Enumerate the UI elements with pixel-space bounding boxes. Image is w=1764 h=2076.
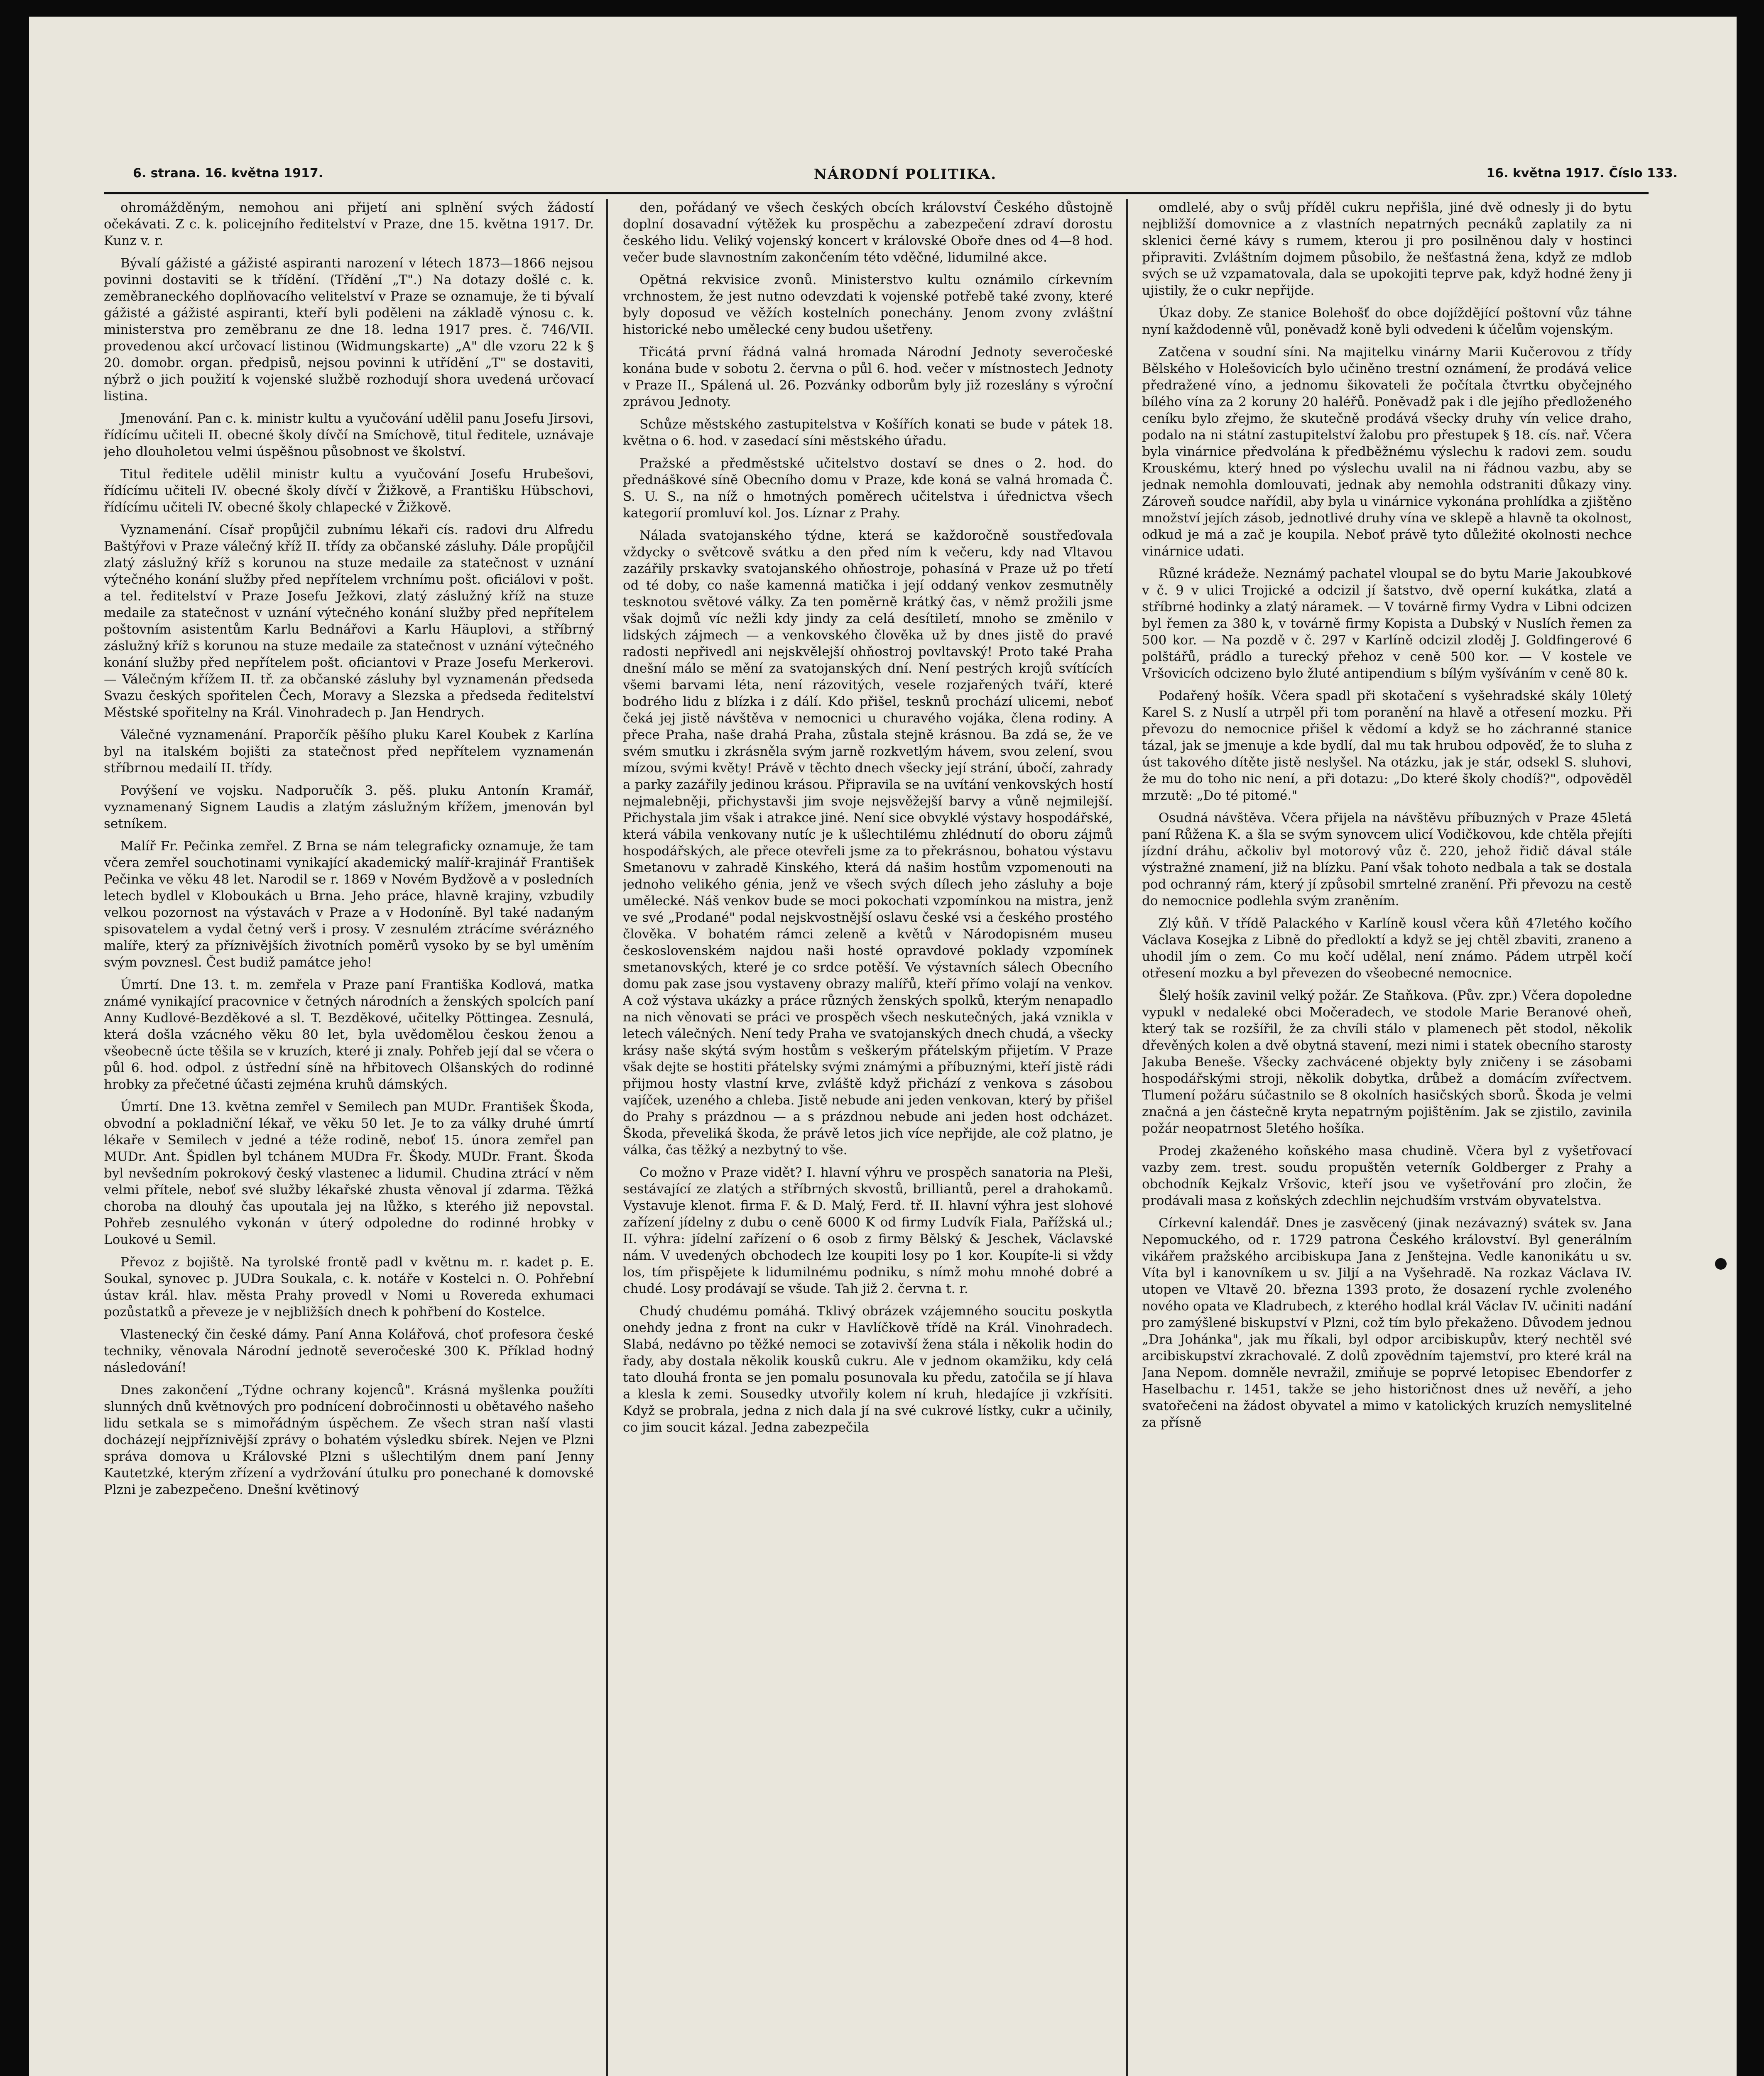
article-paragraph: Zatčena v soudní síni. Na majitelku vinárny Marii Kučerovou z třídy Bělského v Holešovicích bylo učiněno trestní oznámení, že prodává velice předražené víno, a jednomu šikovateli že počítala čtvrtku obyčejného bílého vína za 2 koruny 20 haléřů. Poněvadž pak i dle jejího předloženého ceníku bylo zřejmo, že skutečně prodává všecky druhy vín velice draho, podalo na ni státní zastupitelství žalobu pro přestupek § 18. cís. nař. Včera byla vinárnice předvolána k předběžnému výslechu k radovi zem. soudu Krouskému, který hned po výslechu uvalil na ni řádnou vazbu, aby se jednak nemohla domlouvati, jednak aby nemohla odstraniti důkazy viny. Zároveň soudce nařídil, aby byla u vinárnice vykonána prohlídka a zjištěno množství jejích zásob, jednotlivé druhy vína ve sklepě a hlavně ta okolnost, odkud je má a zač je koupila. Neboť právě tyto důležité okolnosti nechce vinárnice udati. — [1142, 345, 1632, 559]
article-paragraph: Dnes zakončení „Týdne ochrany kojenců". Krásná myšlenka použíti slunných dnů květnových pro podnícení dobročinnosti u obětavého našeho lidu setkala se s mimořádným úspěchem. Ze všech stran naší vlasti docházejí nejpříznivější zprávy o bohatém výsledku sbírek. Nejen ve Plzni správa domova u Královské Plzni s ušlechtilým dnem paní Jenny Kautetzké, kterým zřízení a vydržování útulku pro ponechané k domovské Plzni je zabezpečeno. Dnešní květinový — [104, 1383, 594, 1497]
article-paragraph: omdlelé, aby o svůj příděl cukru nepřišla, jiné dvě odnesly ji do bytu nejbližší domovnice a z vlastních nepatrných pecnáků zaplatily za ni sklenici černé kávy s rumem, kterou ji pro posilněnou daly v hostinci připraviti. Zvláštním dojmem působilo, že nešťastná žena, když ze mdlob svých se už vzpamatovala, dala se upokojiti teprve pak, když hodné ženy ji ujistily, že o cukr nepřijde. — [1142, 200, 1632, 298]
header-rule — [104, 192, 1649, 194]
newspaper-title: NÁRODNÍ POLITIKA. — [813, 166, 997, 183]
article-paragraph: Vyznamenání. Císař propůjčil zubnímu lékaři cís. radovi dru Alfredu Baštýřovi v Praze válečný kříž II. třídy za občanské zásluhy. Dále propůjčil zlatý záslužný kříž s korunou na stuze medaile za statečnost v uznání výtečného konání služby před nepřítelem vrchnímu pošt. oficiálovi v pošt. a tel. ředitelství v Praze Josefu Ježkovi, zlatý záslužný kříž na stuze medaile za statečnost v uznání výtečného konání služby před nepřítelem poštovním asistentům Karlu Bednářovi a Karlu Häuplovi, a stříbrný záslužný kříž s korunou na stuze medaile za statečnost v uznání výtečného konání služby před nepřítelem pošt. oficiantovi v Praze Josefu Merkerovi. — Válečným křížem II. tř. za občanské zásluhy byl vyznamenán předseda Svazu českých spořitelen Čech, Moravy a Slezska a předseda ředitelství Městské spořitelny na Král. Vinohradech p. Jan Hendrych. — [104, 522, 594, 720]
column-2 — [623, 199, 1113, 2076]
article-paragraph: Úmrtí. Dne 13. t. m. zemřela v Praze paní Františka Kodlová, matka známé vynikající pracovnice v četných národních a ženských spolcích paní Anny Kudlové-Bezděkové a sl. T. Bezděkové, učitelky Pöttingea. Zesnulá, která došla vzácného věku 80 let, byla uvědomělou českou ženou a všeobecně úcte těšila se v kruzích, které ji znaly. Pohřeb její dal se včera o půl 6. hod. odpol. z ústřední síně na hřbitovech Olšanských do rodinné hrobky za přečetné účasti zejména kruhů dámských. — [104, 977, 594, 1092]
article-paragraph: Povýšení ve vojsku. Nadporučík 3. pěš. pluku Antonín Kramář, vyznamenaný Signem Laudis a zlatým záslužným křížem, jmenován byl setníkem. — [104, 783, 594, 831]
article-paragraph: Pražské a předměstské učitelstvo dostaví se dnes o 2. hod. do přednáškové síně Obecního domu v Praze, kde koná se valná hromada Č. S. U. S., na níž o hmotných poměrech učitelstva i úřednictva všech kategorií promluví kol. Jos. Líznar z Prahy. — [623, 456, 1113, 521]
article-paragraph: Co možno v Praze vidět? I. hlavní výhru ve prospěch sanatoria na Pleši, sestávající ze zlatých a stříbrných skvostů, brilliantů, perel a drahokamů. Vystavuje klenot. firma F. & D. Malý, Ferd. tř. II. hlavní výhra jest slohové zařízení jídelny z dubu o ceně 6000 K od firmy Ludvík Fiala, Pařížská ul.; II. výhra: jídelní zařízení o 6 osob z firmy Bělský & Jeschek, Václavské nám. V uvedených obchodech lze koupiti losy po 1 kor. Koupíte-li si vždy los, tím přispějete k lidumilnému podniku, s nímž mohu mnohé dobré a chudé. Losy prodávají se všude. Tah již 2. června t. r. — [623, 1165, 1113, 1296]
article-paragraph: ohromážděným, nemohou ani přijetí ani splnění svých žádostí očekávati. Z c. k. policejního ředitelství v Praze, dne 15. května 1917. Dr. Kunz v. r. — [104, 200, 594, 248]
article-paragraph: Prodej zkaženého koňského masa chudině. Včera byl z vyšetřovací vazby zem. trest. soudu propuštěn veterník Goldberger z Prahy a obchodník Kejkalz Vršovic, kteří jsou ve vyšetřování pro zločin, že prodávali masa z koňských zdechlin nejchudším vrstvám obyvatelstva. — [1142, 1143, 1632, 1208]
article-paragraph: Bývalí gážisté a gážisté aspiranti narození v létech 1873—1866 nejsou povinni dostaviti se k třídění. (Třídění „T".) Na dotazy došlé c. k. zeměbraneckého doplňovacího velitelství v Praze se oznamuje, že ti bývalí gážisté a gážisté aspiranti, kteří byli poděleni na základě výnosu c. k. ministerstva pro zeměbranu ze dne 18. ledna 1917 pres. č. 746/VII. provedenou akcí určovací listinou (Widmungskarte) „A" dle vzoru 22 k § 20. domobr. organ. předpisů, nejsou povinni k utřídění „T" se dostaviti, nýbrž o jich použití k vojenské službě rozhodují shora uvedená určovací listina. — [104, 256, 594, 404]
article-paragraph: Šlelý hošík zavinil velký požár. Ze Staňkova. (Pův. zpr.) Včera dopoledne vypukl v nedaleké obci Močeradech, ve stodole Marie Beranové oheň, který tak se rozšířil, že za chvíli stálo v plamenech pět stodol, několik dřevěných kolen a dvě obytná stavení, mezi nimi i statek obecního starosty Jakuba Beneše. Všecky zachvácené objekty byly zničeny i se zásobami hospodářskými stroji, několik dobytka, drůbež a domácím zvířectvem. Tlumení požáru súčastnilo se 8 okolních hasičských sborů. Škoda je velmi značná a jen částečně kryta nepatrným pojištěním. Jak se zjistilo, zavinila požár neopatrnost 5letého hošíka. — [1142, 988, 1632, 1136]
header-issue-number: 16. května 1917. Číslo 133. — [1486, 166, 1678, 181]
article-paragraph: Převoz z bojiště. Na tyrolské frontě padl v květnu m. r. kadet p. E. Soukal, synovec p. JUDra Soukala, c. k. notáře v Kostelci n. O. Pohřební ústav král. hlav. města Prahy provedl v Nomi u Rovereda exhumaci pozůstatků a převeze je v nejbližších dnech k pohřbení do Kostelce. — [104, 1255, 594, 1320]
article-paragraph: Chudý chudému pomáhá. Tklivý obrázek vzájemného soucitu poskytla onehdy jedna z front na cukr v Havlíčkově třídě na Král. Vinohradech. Slabá, nedávno po těžké nemoci se zotavivší žena stála i několik hodin do řady, aby dostala několik kousků cukru. Ale v jednom okamžiku, kdy celá tato dlouhá fronta se jen pomalu posunovala ku předu, zatočila se jí hlava a klesla k zemi. Sousedky utvořily kolem ní kruh, hledajíce ji vzkřísiti. Když se probrala, jedna z nich dala jí na své cukrové lístky, cukr a učinily, co jim soucit kázal. Jedna zabezpečila — [623, 1304, 1113, 1435]
article-paragraph: Církevní kalendář. Dnes je zasvěcený (jinak nezávazný) svátek sv. Jana Nepomuckého, od r. 1729 patrona Českého království. Byl generálním vikářem pražského arcibiskupa Jana z Jenštejna. Vedle kanonikátu u sv. Víta byl i kanovníkem u sv. Jiljí a na Vyšehradě. Na rozkaz Václava IV. utopen ve Vltavě 20. března 1393 proto, že dosazení rychle zvoleného nového opata ve Kladrubech, z kterého hodlal král Václav IV. učiniti nadání pro zamýšlené biskupství v Plzni, což tím bylo překaženo. Důvodem jednou „Dra Johánka", jak mu říkali, byl odpor arcibiskupův, který nechtěl své arcibiskupství zkrachovalé. Z dolů zpovědním tajemství, pro které král na Jana Nepom. domněle nevražil, zmiňuje se poprvé letopisec Ebendorfer z Haselbachu r. 1451, takže se jeho historičnost dnes už nevěří, a jeho svatořečeni na žádost obyvatel a mimo v katolických kruzích nemyslitelné za přísně — [1142, 1216, 1632, 1430]
ink-speck — [1715, 1258, 1727, 1270]
article-paragraph: Zlý kůň. V třídě Palackého v Karlíně kousl včera kůň 47letého kočího Václava Kosejka z Libně do předloktí a když se jej chtěl zbaviti, zraneno a uhodil jím o zem. Co mu kočí udělal, není známo. Pádem utrpěl kočí otřesení mozku a byl převezen do všeobecné nemocnice. — [1142, 916, 1632, 981]
column-divider — [606, 199, 608, 2076]
article-paragraph: Třicátá první řádná valná hromada Národní Jednoty severočeské konána bude v sobotu 2. června o půl 6. hod. večer v místnostech Jednoty v Praze II., Spálená ul. 26. Pozvánky odborům byly již rozeslány s výroční zprávou Jednoty. — [623, 345, 1113, 409]
article-paragraph: Nálada svatojanského týdne, která se každoročně soustřeďovala vždycky o světcově svátku a den před ním k večeru, kdy nad Vltavou zazářily prskavky svatojanského ohňostroje, pohasíná v Praze už po třetí od té doby, co naše kamenná matička i její oddaný venkov zesmutněly tesknotou světové války. Za ten poměrně krátký čas, v němž prožili jsme však dojmů víc nežli kdy jindy za celá desítiletí, mnoho se změnilo v lidských zájmech — a venkovského člověka už by dnes jistě do pravé radosti nepřivedl ani nejskvělejší ohňostroj povltavský! Proto také Praha dnešní málo se mění za svatojanských dní. Není pestrých krojů svítících všemi barvami léta, není rázovitých, vesele rozjařených tváří, které bodrého lidu z blízka i z dálí. Kdo přišel, tesknů prochází ulicemi, neboť čeká jej jistě návštěva v nemocnici u churavého vojáka, člena rodiny. A přece Praha, naše drahá Praha, zůstala stejně krásnou. Ba zdá se, že ve svém smutku i zkrásněla svým jarně rozkvetlým hávem, svou zelení, svou mízou, svými květy! Právě v těchto dnech všecky její strání, úbočí, zahrady a parky zazářily jedinou krásou. Připravila se na uvítání venkovských hostí nejmalebněji, přichystavši jim svoje nejsvěžejší barvy a vůně nejmilejší. Přichystala jim však i atrakce jiné. Není sice obvyklé výstavy hospodářské, která vábila venkovany nutíc je k ušlechtilému zhlédnutí do oboru zájmů hospodářských, ale přece otevřeli jsme za to překrásnou, bohatou výstavu Smetanovu v zahradě Kinského, která dá našim hostům vzpomenouti na jednoho velikého génia, jenž ve všech svých dílech jeho zásluhy a boje umělecké. Náš venkov bude se moci pokochati vzpomínkou na mistra, jenž ve své „Prodané" podal nejskvostnější oslavu české vsi a českého prostého člověka. V bohatém rámci zeleně a květů v Národopisném museu československém najdou naši hosté opravdové poklady vzpomínek smetanovských, které je co srdce potěší. Ve výstavních sálech Obecního domu pak zase jsou vystaveny obrazy malířů, kteří přímo volají na venkov. A což výstava ukázky a práce různých ženských spolků, kterým nenapadlo na nich věnovati se práci ve prospěch všech neskutečných, jaká vznikla v letech válečných. Není tedy Praha ve svatojanských dnech chudá, a všecky krásy naše skýtá svým hostům s veškerým přátelským přijetím. V Praze však dejte se hostiti přátelsky svými známými a příbuznými, kteří jistě rádi přijmou hosty vlastní krve, zvláště když přichází z venkova s zásobou vajíček, uzeného a chleba. Jistě nebude ani jeden venkovan, který by přišel do Prahy s prázdnou — a s prázdnou nebude ani jeden host odcházet. Škoda, převeliká škoda, že právě letos jich více nepřijde, ale což platno, je válka, čas těžký a nezbytný to vše. — [623, 528, 1113, 1158]
article-paragraph: Opětná rekvisice zvonů. Ministerstvo kultu oznámilo církevním vrchnostem, že jest nutno odevzdati k vojenské potřebě také zvony, které byly doposud ve věžích kostelních ponechány. Jenom zvony zvláštní historické nebo umělecké ceny budou ušetřeny. — [623, 272, 1113, 337]
article-paragraph: Podařený hošík. Včera spadl při skotačení s vyšehradské skály 10letý Karel S. z Nuslí a utrpěl při tom poranění na hlavě a otřesení mozku. Při převozu do nemocnice přišel k vědomí a když se ho záchranné stanice tázal, jak se jmenuje a kde bydlí, dal mu tak hrubou odpověď, že to sluha z úst takového dítěte jistě neslyšel. Na otázku, jak je stár, odsekl S. sluhovi, že mu do toho nic není, a při dotazu: „Do které školy chodíš?", odpověděl mrzutě: „Do té pitomé." — [1142, 688, 1632, 803]
article-paragraph: Titul ředitele udělil ministr kultu a vyučování Josefu Hrubešovi, řídícímu učiteli IV. obecné školy dívčí v Žižkově, a Františku Hübschovi, řídícímu učiteli IV. obecné školy chlapecké v Žižkově. — [104, 467, 594, 515]
article-paragraph: Úkaz doby. Ze stanice Bolehošť do obce dojíždějící poštovní vůz táhne nyní každodenně vůl, poněvadž koně byli odvedeni k účelům vojenským. — [1142, 306, 1632, 337]
page-header — [133, 166, 1678, 195]
article-paragraph: Malíř Fr. Pečinka zemřel. Z Brna se nám telegraficky oznamuje, že tam včera zemřel souchotinami vynikající akademický malíř-krajinář František Pečinka ve věku 48 let. Narodil se r. 1869 v Novém Bydžově a v posledních letech bydlel v Kloboukách u Brna. Jeho práce, hlavně krajiny, vzbudily velkou pozornost na výstavách v Praze a v Hodoníně. Byl také nadaným spisovatelem a vydal četný verš i prosy. V zesnulém ztrácíme svérázného malíře, který za příznivějších životních poměrů vysoko by se byl uměním svým povznesl. Čest budiž památce jeho! — [104, 839, 594, 970]
column-3 — [1142, 199, 1632, 2076]
column-1 — [104, 199, 594, 2076]
header-page-date: 6. strana. 16. května 1917. — [133, 166, 323, 181]
article-paragraph: Různé krádeže. Neznámý pachatel vloupal se do bytu Marie Jakoubkové v č. 9 v ulici Trojické a odcizil jí šatstvo, dvě operní kukátka, zlatá a stříbrné hodinky a zlatý náramek. — V továrně firmy Vydra v Libni odcizen byl řemen za 380 k, v továrně firmy Kopista a Dubský v Nuslích řemen za 500 kor. — Na pozdě v č. 297 v Karlíně odcizil zloděj J. Goldfingerové 6 polštářů, prádlo a turecký přehoz v ceně 500 kor. — V kostele ve Vršovicích odcizeno bylo žluté antipendium s bílým vyšíváním v ceně 80 k. — [1142, 566, 1632, 681]
article-paragraph: Osudná návštěva. Včera přijela na návštěvu příbuzných v Praze 45letá paní Růžena K. a šla se svým synovcem ulicí Vodičkovou, kde chtěla přejíti jízdní dráhu, ačkoliv byl motorový vůz č. 220, jehož řidič dával stále výstražné znamení, již na blízku. Paní však tohoto nedbala a tak se dostala pod ochranný rám, který jí způsobil smrtelné zranění. Při převozu na cestě do nemocnice podlehla svým zraněním. — [1142, 810, 1632, 908]
article-paragraph: Schůze městského zastupitelstva v Košířích konati se bude v pátek 18. května o 6. hod. v zasedací síni městského úřadu. — [623, 417, 1113, 448]
article-paragraph: Vlastenecký čin české dámy. Paní Anna Kolářová, choť profesora české techniky, věnovala Národní jednotě severočeské 300 K. Příklad hodný následování! — [104, 1327, 594, 1375]
article-paragraph: den, pořádaný ve všech českých obcích království Českého důstojně doplní dosavadní výtěžek ku prospěchu a zabezpečení zdraví dorostu českého lidu. Veliký vojenský koncert v královské Oboře dnes od 4—8 hod. večer bude slavnostním zakončením této vděčné, lidumilné akce. — [623, 200, 1113, 265]
column-divider — [1126, 199, 1128, 2076]
article-paragraph: Jmenování. Pan c. k. ministr kultu a vyučování udělil panu Josefu Jirsovi, řídícímu učiteli II. obecné školy dívčí na Smíchově, titul ředitele, uznávaje jeho dlouholetou velmi úspěšnou působnost ve školství. — [104, 411, 594, 459]
article-paragraph: Válečné vyznamenání. Praporčík pěšího pluku Karel Koubek z Karlína byl na italském bojišti za statečnost před nepřítelem vyznamenán stříbrnou medailí II. třídy. — [104, 727, 594, 776]
article-paragraph: Úmrtí. Dne 13. května zemřel v Semilech pan MUDr. František Škoda, obvodní a pokladniční lékař, ve věku 50 let. Je to za války druhé úmrtí lékaře v Semilech v jedné a téže rodině, neboť 15. února zemřel pan MUDr. Ant. Špidlen byl tchánem MUDra Fr. Škody. MUDr. Frant. Škoda byl nevšedním pokrokový český vlastenec a lidumil. Chudina ztrácí v něm velmi přítele, neboť své služby lékařské zhusta věnoval jí zdarma. Těžká choroba na dlouhý čas upoutala jej na lůžko, s kterého již nepovstal. Pohřeb zesnulého vykonán v úterý odpoledne do rodinné hrobky v Loukové u Semil. — [104, 1099, 594, 1247]
